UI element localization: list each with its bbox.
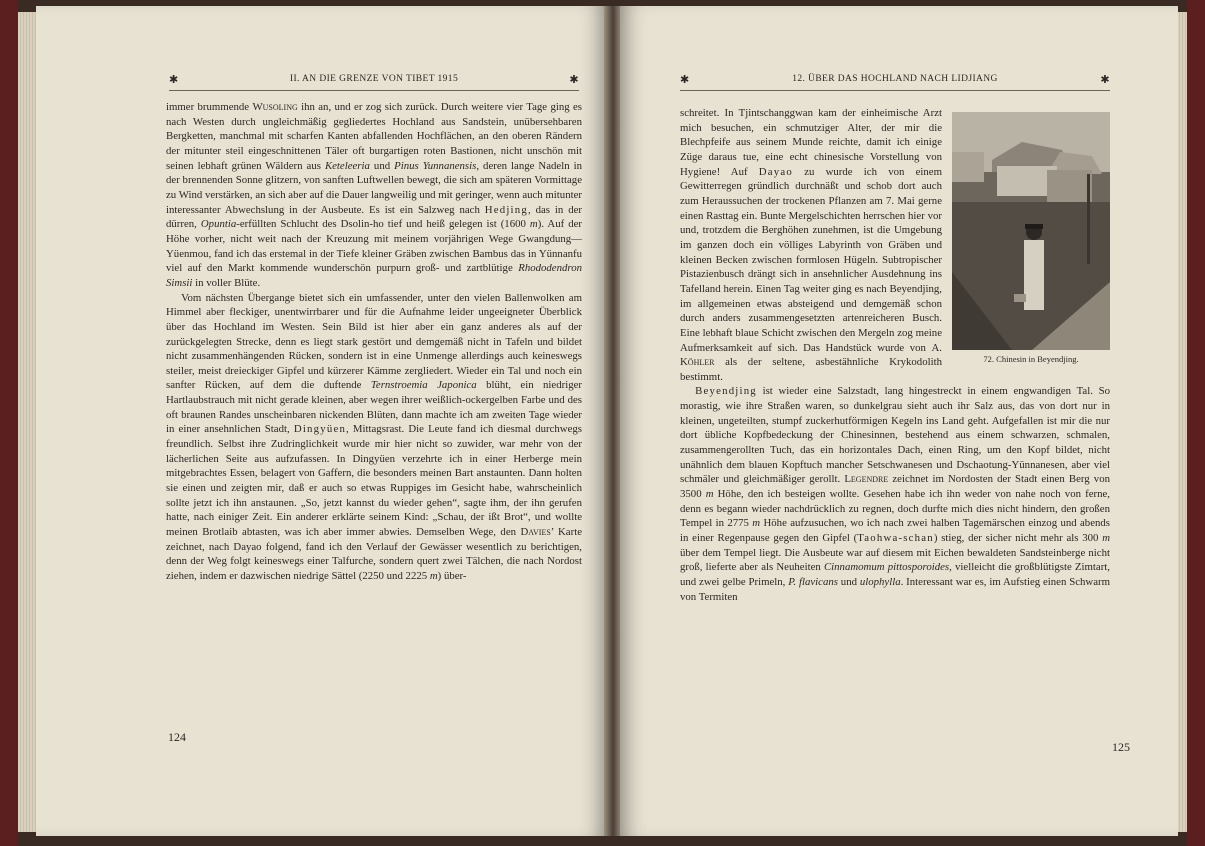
spaced-name: Dayao [758, 165, 793, 178]
header-star-icon: ✱ [680, 74, 690, 86]
text-run: -erfüllten Schlucht des Dsolin-ho tief und heiß gelegen ist (1600 [236, 218, 530, 231]
italic-run: P. flavicans [788, 576, 838, 588]
text-run: blüht, ein niedriger Hartlaubstrauch mit nicht gerade kleinen, aber wegen ihrer weißlich-ockergelben Farbe und des oft braunen Randes unscheinbaren nickenden Blüten, dann machte ich am zweiten Tage wieder in einer ansehnlichen Stadt, [166, 379, 583, 436]
left-body-text [166, 100, 582, 584]
spaced-name: Hedjing [484, 203, 528, 216]
text-run: Höhe, den ich besteigen wollte. Gesehen habe ich ihn weder von nahe noch von ferne, denn es begann wieder nachdrücklich zu regnen, doch durfte mich dies nicht hindern, den großen Tempel in 2775 [680, 488, 1110, 530]
italic-run: m [429, 570, 438, 582]
text-run: als der seltene, asbestähnliche Krykodolith bestimmt. [680, 356, 942, 383]
text-run: Vom nächsten Übergange bietet sich ein umfassender, unter den vielen Ballenwolken am Himmel aber fleckiger, unentwirrbarer und für die Aufnahme leider ungeeigneter Überblick über das Hochland im Westen. Sein Bild ist hier aber ein ganz anderes als auf der zurückgelegten Strecke, denn es liegt stark gestört und demgemäß nicht in Tafeln und bildet nicht zusammenhängenden Rücken, sondern ist in eine Unmenge allerdings auch keineswegs steiler, meist dreieckiger Gipfel und kürzerer Kämme zergliedert. Wieder ein Tal und noch ein sanfter Rücken, auf dem die duftende [166, 291, 582, 392]
text-run: ) stieg, der sicher nicht mehr als 300 [933, 532, 1103, 545]
photo-chinese-woman [952, 112, 1110, 350]
italic-run: Rhododendron Simsii [166, 262, 582, 289]
italic-run: m [529, 218, 538, 231]
text-run: schreitet. In Tjintschanggwan kam der einheimische Arzt mich besuchen, ein schmutziger Alter, der mir die Blechpfeife aus seinem Munde reichte, damit ich einige Züge daraus tue, eine echt chinesische Vorstellung von Hygiene! Auf [680, 107, 942, 178]
left-page [36, 6, 606, 836]
smallcaps-name: Legendre [844, 473, 889, 486]
text-run: und [837, 576, 860, 588]
text-run: immer brummende [166, 101, 253, 113]
left-header-title: II. AN DIE GRENZE VON TIBET 1915 [289, 74, 459, 84]
right-page-number: 125 [1112, 740, 1130, 754]
book-cover-right-edge [1187, 0, 1205, 846]
left-running-header [169, 74, 579, 91]
paragraph [166, 291, 582, 584]
italic-run: m [752, 517, 761, 530]
italic-run: Keteleeria [324, 159, 370, 172]
right-header-title: 12. ÜBER DAS HOCHLAND NACH LIDJIANG [792, 74, 998, 84]
text-run: , vielleicht die großblütigste Zimtart, und zwei gelbe Primeln, [680, 561, 1111, 588]
right-running-header [680, 74, 1110, 91]
book-cover-left-edge [0, 0, 18, 846]
figure-72 [952, 112, 1110, 365]
figure-caption: 72. Chinesin in Beyendjing. [983, 354, 1079, 364]
spaced-name: Beyendjing [695, 385, 757, 398]
text-run: ihn an, und er zog sich zurück. Durch weitere vier Tage ging es nach Westen durch ungleichmäßig gegliedertes Hochland aus Sandstein, unübersehbaren Bergketten, manchmal mit scharfen Kanten abfallenden Hochflächen, an den oberen Rändern der mitunter steil eingeschnittenen Täler oft burgartigen roten Bastionen, nicht unschön mit seinen lebhaft grünen Wäldern aus [166, 101, 582, 172]
italic-run: Opuntia [200, 218, 237, 231]
right-body-text [680, 106, 1110, 604]
text-run: ) über- [437, 570, 467, 582]
italic-run: ulophylla [859, 576, 901, 588]
left-page-number: 124 [168, 730, 186, 744]
text-run: in voller Blüte. [192, 276, 261, 289]
italic-run: Cinnamomum pittosporoides [823, 561, 950, 574]
text-run: ist wieder eine Salzstadt, lang hingestreckt in einem engwandigen Tal. So morastig, wie ihre Straßen waren, so dunkelgrau sieht auch ihr Salz aus, das von dort nur in kleinen, ungeteilten, stumpf zuckerhutförmigen Kegeln ins Land geht. Aufgefallen ist mir die nur dort übliche Kopfbedeckung der Chinesinnen, bestehend aus einem schwarzen, schmalen, zusammengerollten Tuch, das ein horizontales Dach, einen Ring, um den Kopf bildet, nicht unähnlich dem blauen Kopftuch mancher Setschwanesen und Dschaotung-Yünnanesen, aber viel schmäler und gleichmäßiger gerollt. [680, 385, 1110, 486]
paragraph [680, 384, 1110, 604]
spaced-name: Dingyüen [293, 423, 347, 436]
text-run: Höhe aufzusuchen, wo ich nach zwei halben Tagemärschen einzog und abends in einer Regenpause gegen den Gipfel ( [680, 517, 1110, 545]
text-run: über dem Tempel liegt. Die Ausbeute war auf diesem mit Eichen bewaldeten Sandsteinberge nicht groß, lieferte aber als Neuheiten [680, 546, 1110, 574]
header-star-icon: ✱ [1100, 74, 1110, 86]
smallcaps-name: A. Köhler [680, 341, 942, 369]
smallcaps-name: Wusoling [252, 101, 298, 113]
text-run: , Mittagsrast. Die Leute fand ich diesmal durchwegs freundlich. Selbst ihre Zudringlichkeit wurde mir hier nicht so zuwider, war mehr von der lächerlichen Seite aus aufzufassen. In Dingyüen verzehrte ich in einer Herberge mein mitgebrachtes Essen, belagert von Gaffern, die besonders meinen Bart anstaunten. Dann holten sie einen und zeigten mir, daß er auch so etwas Ruppiges im Gesicht habe, wahrscheinlich sollte jetzt ich ihn anstaunen. „So, jetzt kannst du wieder gehen“, sagte ihm, der ihn gerufen hatte, nach einiger Zeit. Ein anderer erklärte seinem Kind: „Schau, der ißt Brot“, und wollte meinen Brotlaib abtasten, was ich aber immer abwies. Demselben Wege, den [166, 423, 582, 539]
italic-run: Pinus Yunnanensis [394, 159, 477, 172]
italic-run: Ternstroemia Japonica [370, 379, 477, 392]
text-run: . Interessant war es, im Aufstieg einen Schwarm von Termiten [680, 576, 1110, 603]
text-run: ). Auf der Höhe vorher, nicht weit nach der Kreuzung mit meinem vorjährigen Wege Gwangdung—Yüenmou, fand ich das erstemal in der Tiefe kleiner Gräben zwischen Bambus das in Yünnanfu viel auf den Markt kommende wunderschön purpurn groß- und zartblütige [166, 218, 582, 275]
spaced-name: Taohwa-schan [857, 532, 934, 545]
page-stack-right [1177, 12, 1187, 832]
header-star-icon: ✱ [569, 74, 579, 86]
text-run: zeichnet im Nordosten der Stadt einen Berg von 3500 [680, 473, 1110, 501]
paragraph [166, 100, 582, 291]
text-run: , das in der dürren, [166, 203, 582, 231]
text-run: ’ Karte zeichnet, nach Dayao folgend, fand ich den Verlauf der Gewässer wesentlich zu berichtigen, denn der Weg folgt keineswegs einer Talfurche, sondern quert zwei Tälchen, die nach Nordost ziehen, indem er dazwischen niedrige Sättel (2250 und 2225 [166, 526, 582, 582]
text-run: zu wurde ich von einem Gewitterregen gründlich durchnäßt und schob dort auch zum Heraussuchen der trockenen Pflanzen am 7. Mai gerne einen Rasttag ein. Bunte Mergelschichten herrschen hier vor und, trotzdem die Berghöhen zunehmen, ist die Umgebung im ganzen doch ein völliges Labyrinth von Gräben und kleinen Becken zwischen formlosen Hügeln. Subtropischer Pistazienbusch drängt sich in ansehnlicher Ausdehnung ins Tafelland herein. Einen Tag weiter ging es nach Beyendjing, im allgemeinen etwas absteigend und demgemäß schon durch anders zusammengesetzten artenreicheren Busch. Eine lebhaft blaue Schicht zwischen den Mergeln zog meine Aufmerksamkeit auf sich. Das Handstück wurde von [680, 165, 942, 354]
right-page [620, 6, 1178, 836]
italic-run: m [1102, 532, 1110, 545]
smallcaps-name: Davies [520, 526, 551, 539]
header-star-icon: ✱ [169, 74, 179, 86]
text-run: , deren lange Nadeln in der brennenden Sonne glitzern, von sanften Luftwellen bewegt, die sich am späteren Vormittage zu Wind verstärken, an sich aber auf die Dauer langweilig und mit geringer, wenn auch mitunter interessanter Abwechslung in der Ausbeute. Es ist ein Salzweg nach [166, 159, 582, 216]
text-run: und [369, 159, 395, 172]
italic-run: m [705, 488, 714, 501]
